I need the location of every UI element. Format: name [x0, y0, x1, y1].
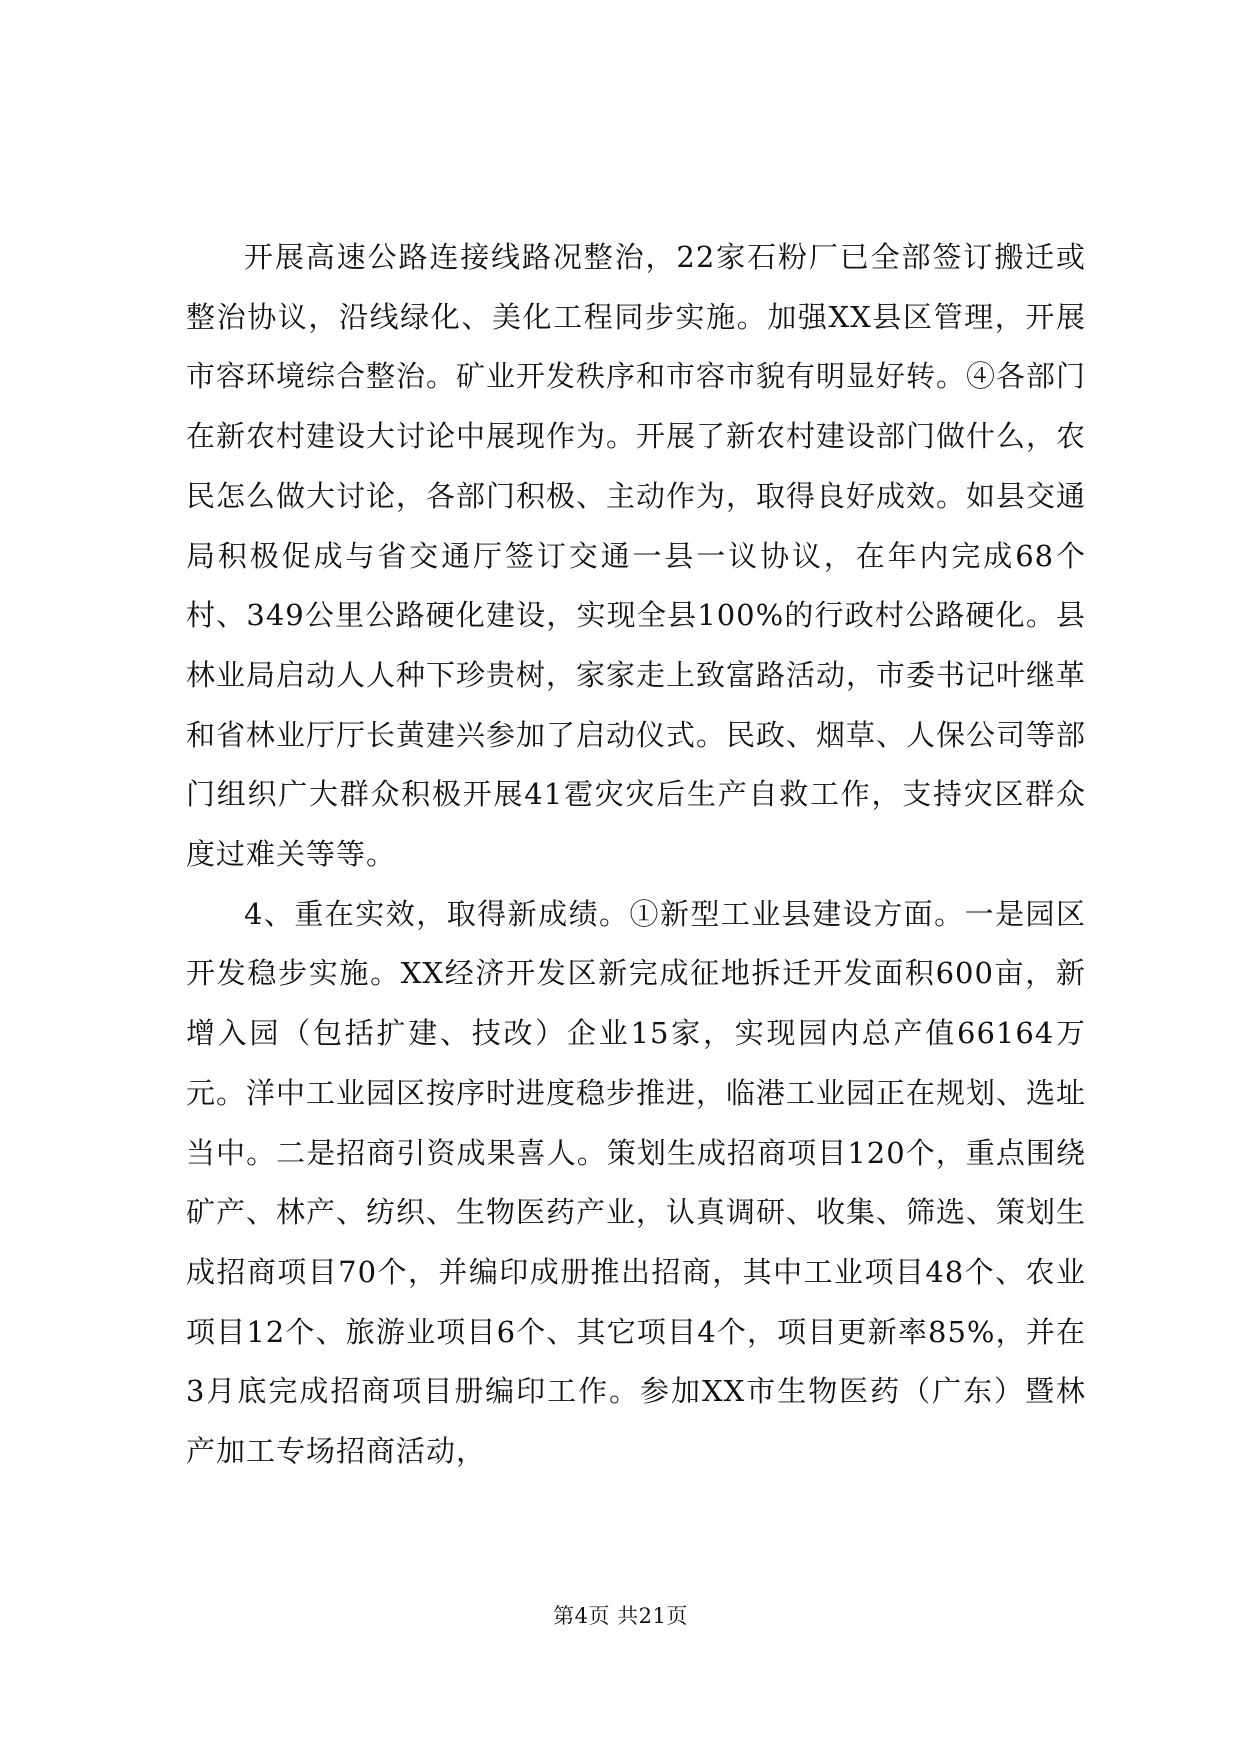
page-number: 第4页 共21页	[553, 1604, 688, 1628]
paragraph: 4、重在实效，取得新成绩。①新型工业县建设方面。一是园区开发稳步实施。XX经济开发区新完成征地拆迁开发面积600亩，新增入园（包括扩建、技改）企业15家，实现园内总产值66164万元。洋中工业园区按序时进度稳步推进，临港工业园正在规划、选址当中。二是招商引资成果喜人。策划生成招商项目120个，重点围绕矿产、林产、纺织、生物医药产业，认真调研、收集、筛选、策划生成招商项目70个，并编印成册推出招商，其中工业项目48个、农业项目12个、旅游业项目6个、其它项目4个，项目更新率85%，并在3月底完成招商项目册编印工作。参加XX市生物医药（广东）暨林产加工专场招商活动，	[186, 896, 1087, 1469]
paragraph: 开展高速公路连接线路况整治，22家石粉厂已全部签订搬迁或整治协议，沿线绿化、美化工程同步实施。加强XX县区管理，开展市容环境综合整治。矿业开发秩序和市容市貌有明显好转。④各部门在新农村建设大讨论中展现作为。开展了新农村建设部门做什么，农民怎么做大讨论，各部门积极、主动作为，取得良好成效。如县交通局积极促成与省交通厅签订交通一县一议协议，在年内完成68个村、349公里公路硬化建设，实现全县100%的行政村公路硬化。县林业局启动人人种下珍贵树，家家走上致富路活动，市委书记叶继革和省林业厅厅长黄建兴参加了启动仪式。民政、烟草、人保公司等部门组织广大群众积极开展41雹灾灾后生产自救工作，支持灾区群众度过难关等等。	[186, 240, 1087, 872]
document-body	[186, 228, 1086, 1482]
